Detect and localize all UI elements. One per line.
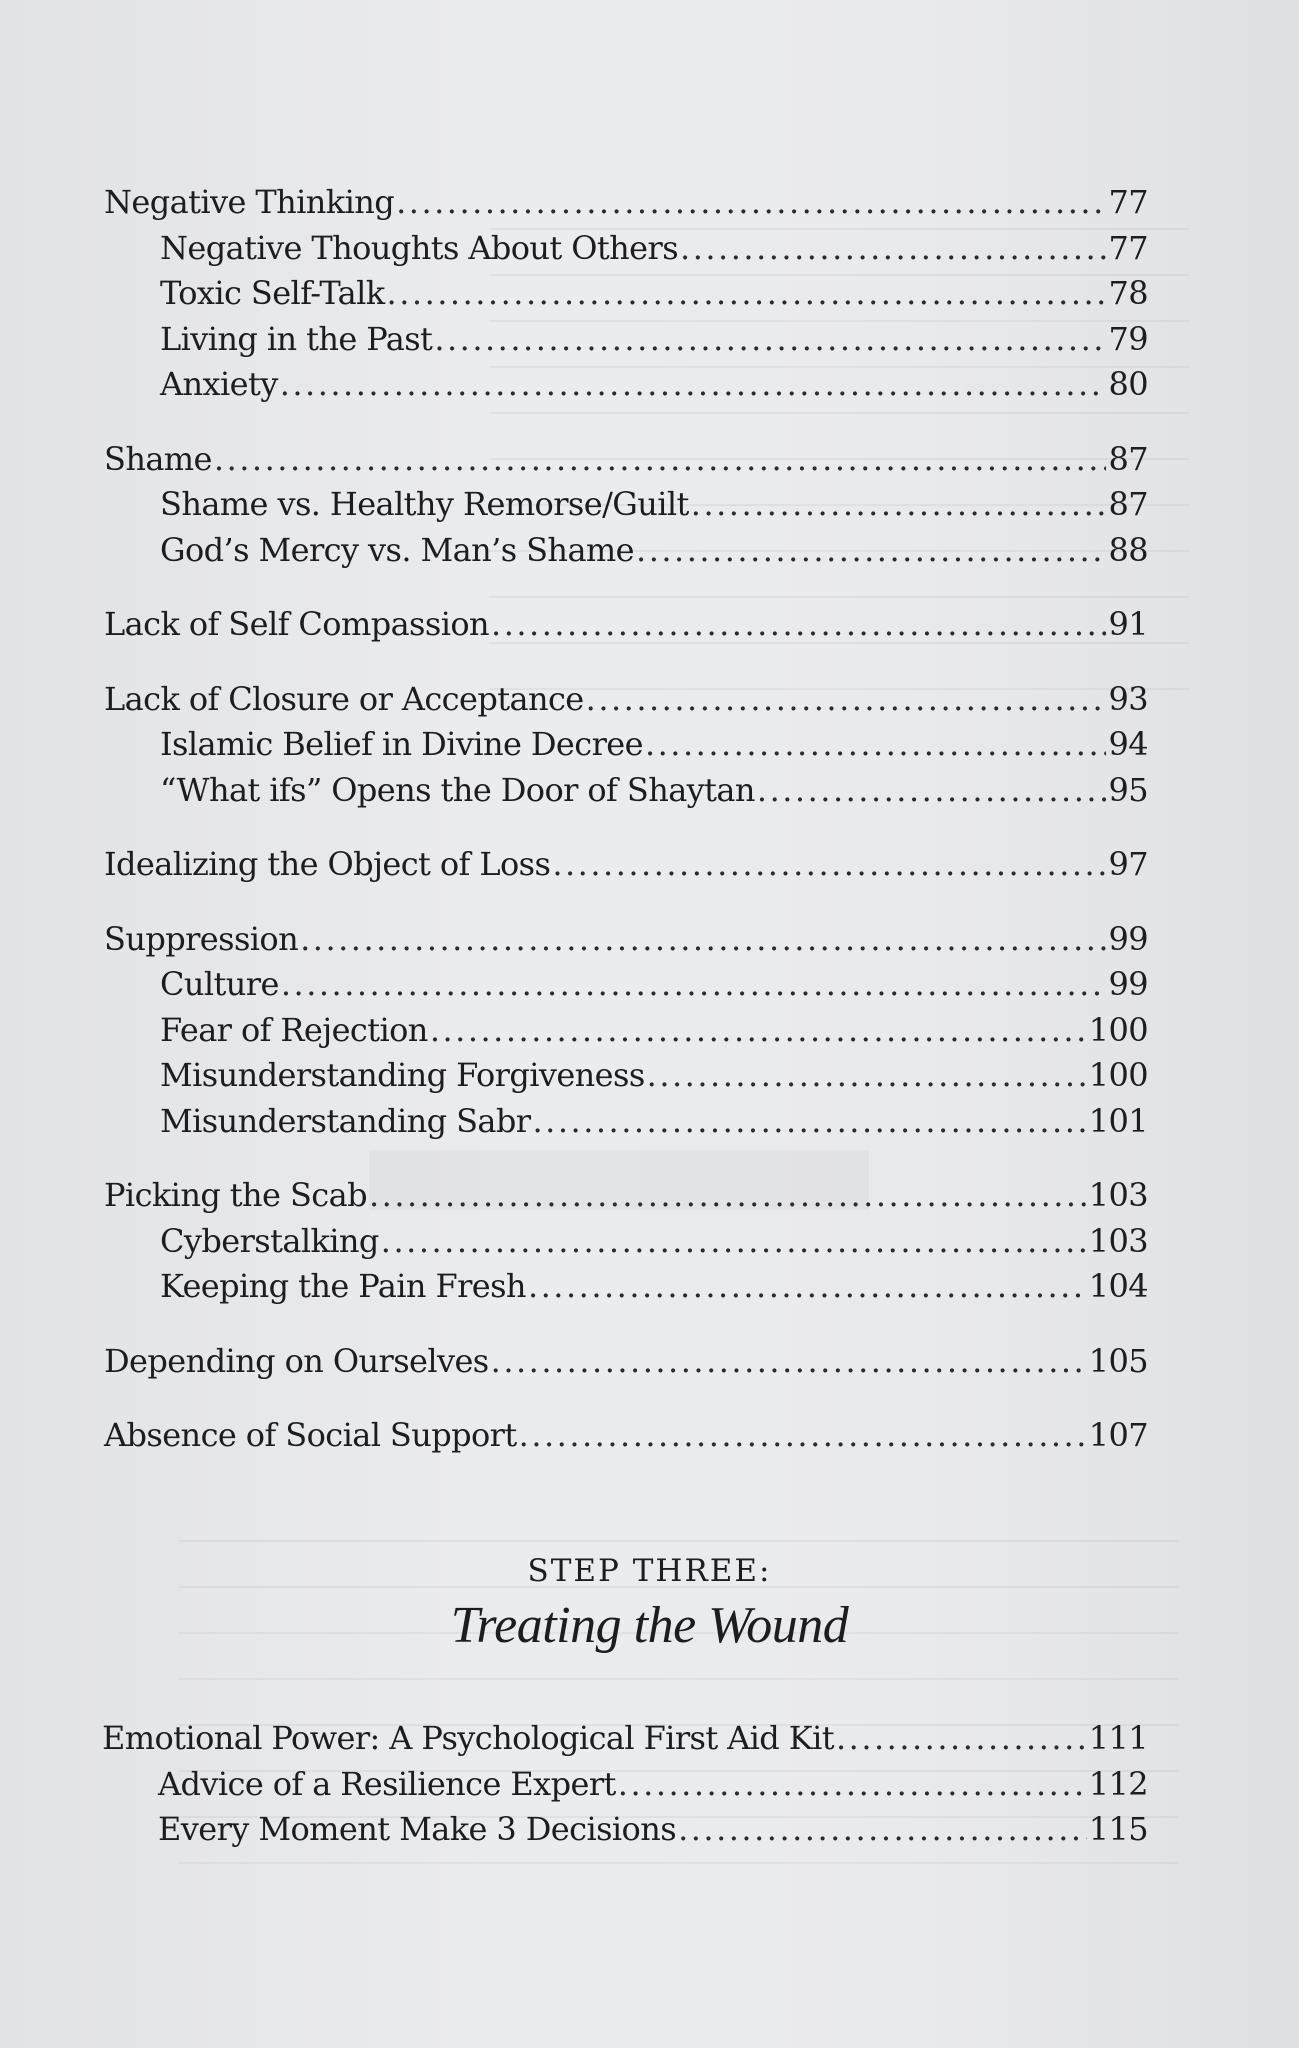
toc-subentry-title: Misunderstanding Forgiveness: [160, 1056, 645, 1094]
section-gap: [104, 1144, 1148, 1173]
page-number: 101: [1088, 1101, 1148, 1140]
dot-leader: [586, 677, 1107, 722]
page-number: 104: [1088, 1267, 1148, 1305]
dot-leader: [519, 1413, 1087, 1458]
dot-leader: [381, 1219, 1087, 1264]
section-gap: [104, 1384, 1148, 1413]
toc-subentry-title: Keeping the Pain Fresh: [160, 1267, 526, 1305]
page-number: 100: [1088, 1056, 1148, 1094]
toc-part-two: [102, 1716, 1148, 1853]
toc-entry: [104, 677, 1148, 723]
dot-leader: [387, 271, 1107, 316]
dot-leader: [491, 1339, 1087, 1384]
page-number: 103: [1088, 1176, 1148, 1214]
toc-subentry: [104, 1219, 1148, 1265]
section-gap: [104, 813, 1148, 842]
toc-entry-title: Idealizing the Object of Loss: [104, 845, 551, 883]
dot-leader: [491, 602, 1106, 647]
page-number: 80: [1108, 365, 1148, 403]
dot-leader: [214, 437, 1107, 482]
toc-entry-title: Shame: [104, 439, 212, 478]
toc-entry-title: Picking the Scab: [104, 1176, 367, 1214]
dot-leader: [678, 1807, 1087, 1852]
section-gap: [104, 888, 1148, 917]
toc-entry: [104, 1173, 1148, 1219]
toc-subentry-title: Anxiety: [160, 365, 278, 403]
page-number: 78: [1108, 274, 1148, 312]
page-number: 94: [1108, 725, 1148, 763]
section-gap: [104, 1310, 1148, 1339]
dot-leader: [552, 842, 1106, 887]
dot-leader: [533, 1099, 1087, 1144]
toc-subentry-title: Fear of Rejection: [160, 1010, 428, 1049]
page-number: 95: [1108, 770, 1148, 809]
toc-subentry: [104, 226, 1148, 272]
dot-leader: [300, 917, 1106, 962]
toc-subentry: [102, 1762, 1148, 1808]
page-number: 100: [1088, 1010, 1148, 1049]
toc-subentry: [104, 1053, 1148, 1099]
dot-leader: [528, 1264, 1087, 1309]
toc-subentry-title: Every Moment Make 3 Decisions: [158, 1810, 677, 1848]
dot-leader: [396, 180, 1106, 225]
toc-subentry-title: Misunderstanding Sabr: [160, 1101, 531, 1140]
toc-subentry: [102, 1807, 1148, 1853]
toc-subentry-title: Toxic Self-Talk: [160, 274, 385, 312]
toc-subentry-title: Culture: [160, 965, 279, 1003]
toc-entry-title: Lack of Closure or Acceptance: [104, 679, 584, 718]
toc-subentry-title: God’s Mercy vs. Man’s Shame: [160, 530, 635, 569]
dot-leader: [434, 317, 1106, 362]
toc-subentry-title: Shame vs. Healthy Remorse/Guilt: [160, 485, 689, 523]
page-number: 88: [1108, 530, 1148, 569]
toc-subentry-title: Advice of a Resilience Expert: [158, 1764, 616, 1803]
page-number: 97: [1108, 845, 1148, 883]
toc-subentry: [104, 271, 1148, 317]
page-number: 115: [1088, 1810, 1148, 1848]
toc-entry-title: Absence of Social Support: [104, 1416, 517, 1454]
toc-entry-title: Lack of Self Compassion: [104, 605, 490, 643]
page-number: 111: [1088, 1719, 1148, 1757]
dot-leader: [369, 1173, 1087, 1218]
toc-subentry: [104, 1099, 1148, 1145]
toc-entry: [104, 1413, 1148, 1459]
toc-subentry: [104, 1008, 1148, 1054]
page-number: 107: [1088, 1416, 1148, 1454]
section-gap: [104, 573, 1148, 602]
step-subtitle: Treating the Wound: [450, 1597, 849, 1654]
page-number: 77: [1108, 228, 1148, 267]
toc-subentry-title: “What ifs” Opens the Door of Shaytan: [160, 770, 755, 809]
page-number: 112: [1088, 1764, 1148, 1803]
toc-subentry: [104, 317, 1148, 363]
dot-leader: [836, 1716, 1087, 1761]
toc-subentry: [104, 362, 1148, 408]
dot-leader: [645, 722, 1107, 767]
toc-entry: [104, 1339, 1148, 1385]
toc-entry: [104, 842, 1148, 888]
toc-subentry-title: Negative Thoughts About Others: [160, 228, 679, 267]
dot-leader: [636, 528, 1106, 573]
toc-entry-title: Depending on Ourselves: [104, 1341, 489, 1380]
page-number: 79: [1108, 319, 1148, 358]
toc-subentry: [104, 962, 1148, 1008]
dot-leader: [680, 226, 1106, 271]
dot-leader: [430, 1008, 1087, 1053]
dot-leader: [757, 768, 1107, 813]
section-gap: [104, 408, 1148, 437]
toc-entry: [102, 1716, 1148, 1762]
dot-leader: [281, 962, 1107, 1007]
toc-subentry: [104, 722, 1148, 768]
page-number: 87: [1108, 439, 1148, 478]
toc-entry: [104, 917, 1148, 963]
page-number: 77: [1108, 183, 1148, 221]
dot-leader: [618, 1762, 1087, 1807]
toc-subentry: [104, 528, 1148, 574]
toc-entry: [104, 602, 1148, 648]
dot-leader: [647, 1053, 1087, 1098]
toc-entry: [104, 180, 1148, 226]
toc-subentry-title: Living in the Past: [160, 319, 433, 358]
dot-leader: [280, 362, 1107, 407]
toc-part-one: [104, 180, 1148, 1459]
dot-leader: [691, 482, 1107, 527]
step-heading: STEP THREE:: [527, 1553, 772, 1589]
toc-subentry: [104, 768, 1148, 814]
toc-entry-title: Suppression: [104, 919, 299, 958]
page-number: 87: [1108, 485, 1148, 523]
toc-subentry: [104, 482, 1148, 528]
toc-subentry-title: Cyberstalking: [160, 1221, 379, 1260]
page-number: 103: [1088, 1221, 1148, 1260]
section-gap: [104, 648, 1148, 677]
page-number: 91: [1108, 605, 1148, 643]
toc-subentry-title: Islamic Belief in Divine Decree: [160, 725, 643, 763]
page-number: 93: [1108, 679, 1148, 718]
toc-entry: [104, 437, 1148, 483]
page-number: 99: [1108, 965, 1148, 1003]
toc-subentry: [104, 1264, 1148, 1310]
page-number: 105: [1088, 1341, 1148, 1380]
page-number: 99: [1108, 919, 1148, 958]
toc-entry-title: Emotional Power: A Psychological First Aid Kit: [102, 1719, 834, 1757]
toc-entry-title: Negative Thinking: [104, 183, 395, 221]
